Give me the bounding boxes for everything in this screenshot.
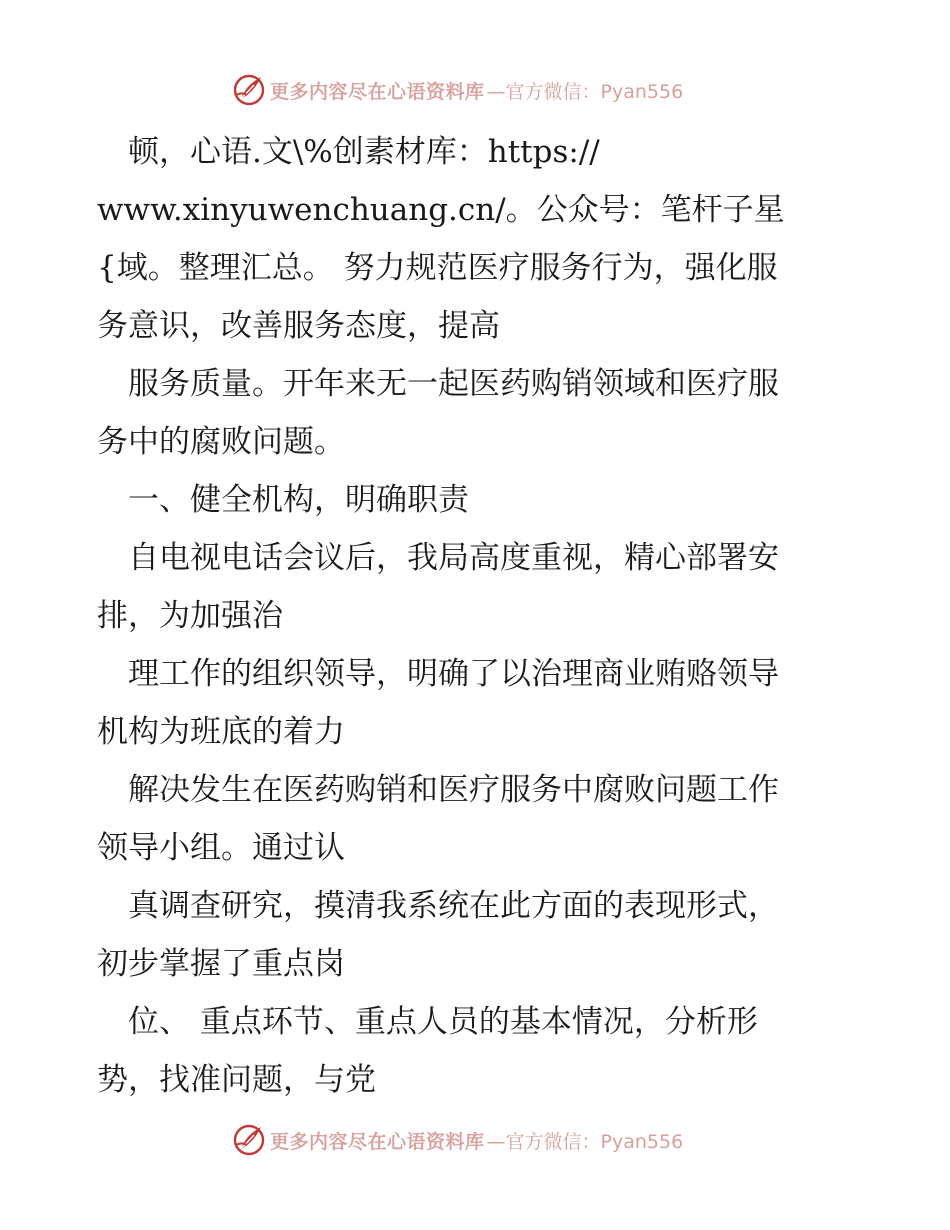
text-line: 理工作的组织领导，明确了以治理商业贿赂领导 — [97, 656, 779, 692]
text-line: 自电视电话会议后，我局高度重视，精心部署安 — [97, 540, 779, 576]
text-line: 势，找准问题，与党 — [97, 1062, 376, 1098]
text-line: 顿，心语.文\%创素材库：https:// — [97, 134, 600, 170]
text-line: 真调查研究，摸清我系统在此方面的表现形式， — [97, 888, 779, 924]
text-line: 解决发生在医药购销和医疗服务中腐败问题工作 — [97, 772, 779, 808]
watermark-wechat-text: —官方微信：Pyan556 — [486, 1130, 684, 1153]
watermark-wechat-text: —官方微信：Pyan556 — [486, 80, 684, 103]
text-line: 服务质量。开年来无一起医药购销领域和医疗服 — [97, 366, 779, 402]
watermark-main-text: 更多内容尽在心语资料库 — [270, 1130, 485, 1153]
text-line: 领导小组。通过认 — [97, 830, 345, 866]
paragraph-3 — [97, 529, 867, 645]
text-line: 务中的腐败问题。 — [97, 424, 345, 460]
watermark-footer — [232, 1122, 752, 1158]
text-line: 一、健全机构，明确职责 — [97, 482, 469, 518]
document-body — [97, 123, 867, 1109]
paragraph-1 — [97, 123, 867, 355]
section-heading — [97, 471, 867, 529]
text-line: 排，为加强治 — [97, 598, 283, 634]
text-line: 位、 重点环节、重点人员的基本情况，分析形 — [97, 1004, 758, 1040]
text-line: 初步掌握了重点岗 — [97, 946, 345, 982]
paragraph-4 — [97, 645, 867, 761]
text-line: {域。整理汇总。 努力规范医疗服务行为，强化服 — [97, 250, 778, 286]
paragraph-6 — [97, 877, 867, 993]
paragraph-5 — [97, 761, 867, 877]
text-line: 机构为班底的着力 — [97, 714, 345, 750]
paragraph-2 — [97, 355, 867, 471]
red-feather-quill-icon — [232, 1123, 266, 1157]
text-line: www.xinyuwenchuang.cn/。公众号：笔杆子星 — [97, 192, 785, 228]
paragraph-7 — [97, 993, 867, 1109]
red-feather-quill-icon — [232, 73, 266, 107]
watermark-header — [232, 72, 752, 108]
watermark-main-text: 更多内容尽在心语资料库 — [270, 80, 485, 103]
text-line: 务意识，改善服务态度，提高 — [97, 308, 500, 344]
